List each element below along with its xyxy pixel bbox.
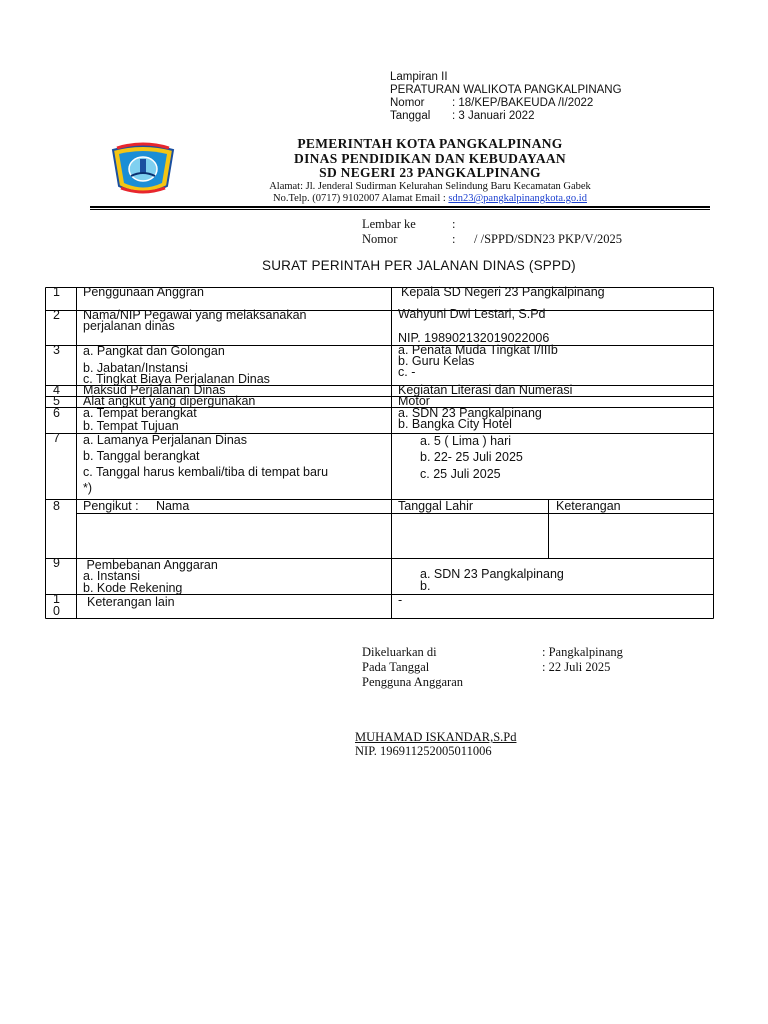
lampiran-nomor-label: Nomor [390,97,425,109]
row8-col-birthdate: Tanggal Lahir [398,499,474,513]
issued-date-label: Pada Tanggal [362,660,430,674]
row3-label-a: a. Pangkat dan Golongan [83,344,225,358]
row7-value-b: b. 22- 25 Juli 2025 [420,450,523,464]
row5-value: Motor [398,394,430,408]
document-title: SURAT PERINTAH PER JALANAN DINAS (SPPD) [262,258,576,273]
lampiran-tanggal-value: : 3 Januari 2022 [452,110,535,122]
row10-value: - [398,593,403,607]
row10-number-2: 0 [53,604,60,618]
nomor-colon: : [452,232,456,246]
lampiran-nomor-value: : 18/KEP/BAKEUDA /I/2022 [452,97,594,109]
issuance-block [362,645,623,690]
row1-number: 1 [53,285,60,299]
row3-label-c: c. Tingkat Biaya Perjalanan Dinas [83,372,270,386]
row6-value-a: a. SDN 23 Pangkalpinang [398,406,542,420]
row9-value-a: a. SDN 23 Pangkalpinang [420,567,564,581]
issued-at-value: : Pangkalpinang [542,645,623,659]
row6-value-b: b. Bangka City Hotel [398,417,512,431]
row3-label-b: b. Jabatan/Instansi [83,361,188,375]
row3-number: 3 [53,343,60,357]
row4-label: Maksud Perjalanan Dinas [83,383,226,397]
budget-user-title: Pengguna Anggaran [362,675,464,689]
row10-number-1: 1 [53,592,60,606]
row8-number: 8 [53,499,60,513]
row9-number: 9 [53,556,60,570]
row7-label-a: a. Lamanya Perjalanan Dinas [83,433,247,447]
issued-at-label: Dikeluarkan di [362,645,437,659]
row6-label-b: b. Tempat Tujuan [83,419,179,433]
nomor-label: Nomor [362,232,398,246]
row2-label-line1: Nama/NIP Pegawai yang melaksanakan [83,308,307,322]
lembar-label: Lembar ke [362,217,416,231]
letterhead-government: PEMERINTAH KOTA PANGKALPINANG [297,136,563,151]
signer-block [355,730,516,758]
row8-col-note: Keterangan [556,499,621,513]
nomor-value: / /SPPD/SDN23 PKP/V/2025 [474,232,622,246]
row9-label-b: b. Kode Rekening [83,581,183,595]
row9-label-a: a. Instansi [83,569,140,583]
row8-label: Pengikut : Nama [83,499,190,513]
row4-number: 4 [53,383,60,397]
row9-label: Pembebanan Anggaran [83,558,218,572]
lampiran-tanggal-label: Tanggal [390,110,431,122]
row4-value: Kegiatan Literasi dan Numerasi [398,383,573,397]
row7-label-b: b. Tanggal berangkat [83,449,200,463]
row2-value-name: Wahyuni Dwi Lestari, S.Pd [398,307,546,321]
row7-value-c: c. 25 Juli 2025 [420,467,501,481]
row9-value-b: b. [420,579,431,593]
row7-label-c-line1: c. Tanggal harus kembali/tiba di tempat baru [83,465,329,479]
row1-label: Penggunaan Anggran [83,285,204,299]
signer-name: MUHAMAD ISKANDAR,S.Pd [355,730,517,744]
row6-label-a: a. Tempat berangkat [83,406,197,420]
lembar-colon: : [452,217,456,231]
row1-value: Kepala SD Negeri 23 Pangkalpinang [401,285,605,299]
row3-value-c: c. - [398,365,416,379]
row7-label-c-line2: *) [83,481,93,495]
issued-date-value: : 22 Juli 2025 [542,660,611,674]
row2-label-line2: perjalanan dinas [83,319,175,333]
email-link[interactable]: sdn23@pangkalpinangkota.go.id [448,193,587,204]
lampiran-title: Lampiran II [390,71,448,83]
row10-label: Keterangan lain [87,595,175,609]
letterhead-address: Alamat: Jl. Jenderal Sudirman Kelurahan Selindung Baru Kecamatan Gabek [269,180,591,192]
letterhead-department: DINAS PENDIDIKAN DAN KEBUDAYAAN [294,150,566,166]
row6-number: 6 [53,406,60,420]
letterhead-school: SD NEGERI 23 PANGKALPINANG [319,165,541,180]
row7-number: 7 [53,431,60,445]
signer-nip: NIP. 196911252005011006 [355,744,492,758]
row3-value-a: a. Penata Muda Tingkat I/IIIb [398,343,558,357]
row2-number: 2 [53,308,60,322]
row2-value-nip: NIP. 198902132019022006 [398,331,550,345]
row5-label: Alat angkut yang dipergunakan [83,394,256,408]
row7-value-a: a. 5 ( Lima ) hari [420,434,512,448]
contact-text: No.Telp. (0717) 9102007 Alamat Email : [273,193,449,204]
row5-number: 5 [53,394,60,408]
lampiran-regulation: PERATURAN WALIKOTA PANGKALPINANG [390,84,622,96]
row3-value-b: b. Guru Kelas [398,354,475,368]
